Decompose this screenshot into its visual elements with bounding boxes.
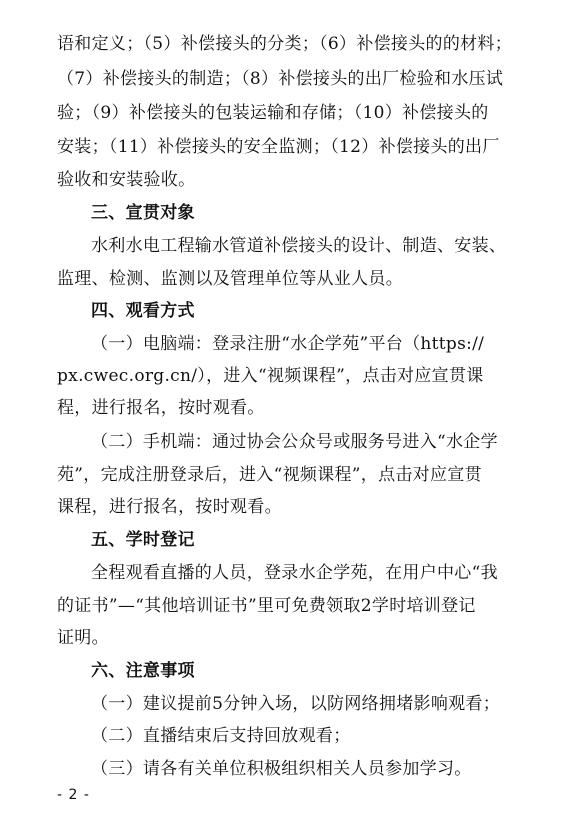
section-heading-notes: 六、注意事项	[91, 661, 195, 681]
body-line: （一）电脑端：登录注册“水企学苑”平台（https://	[91, 334, 485, 354]
body-line: 程，进行报名，按时观看。	[57, 398, 265, 418]
body-line: 水利水电工程输水管道补偿接头的设计、制造、安装、	[91, 236, 507, 256]
body-line: 苑”，完成注册登录后，进入“视频课程”，点击对应宣贯	[57, 465, 482, 485]
section-heading-credit: 五、学时登记	[91, 530, 195, 550]
body-line: 验收和安装验收。	[57, 170, 196, 190]
body-line: 监理、检测、监测以及管理单位等从业人员。	[57, 269, 403, 289]
body-line: 课程，进行报名，按时观看。	[57, 497, 282, 517]
page-number: - 2 -	[57, 787, 90, 803]
section-heading-audience: 三、宣贯对象	[91, 203, 195, 223]
body-line: （7）补偿接头的制造；（8）补偿接头的出厂检验和水压试	[57, 69, 504, 89]
body-line: 语和定义；（5）补偿接头的分类；（6）补偿接头的的材料；	[57, 34, 513, 54]
list-item: （三）请各有关单位积极组织相关人员参加学习。	[91, 759, 472, 779]
body-line: 的证书”—“其他培训证书”里可免费领取2学时培训登记	[57, 596, 476, 616]
list-item: （一）建议提前5分钟入场，以防网络拥堵影响观看；	[91, 694, 501, 714]
body-line: px.cwec.org.cn/），进入“视频课程”，点击对应宣贯课	[57, 366, 484, 386]
body-line: （二）手机端：通过协会公众号或服务号进入“水企学	[91, 432, 498, 452]
body-line: 安装；（11）补偿接头的安全监测；（12）补偿接头的出厂	[57, 137, 500, 157]
body-line: 证明。	[57, 628, 109, 648]
list-item: （二）直播结束后支持回放观看；	[91, 726, 351, 746]
body-line: 全程观看直播的人员，登录水企学苑，在用户中心“我	[91, 563, 498, 583]
section-heading-viewing: 四、观看方式	[91, 301, 195, 321]
body-line: 验；（9）补偿接头的包装运输和存储；（10）补偿接头的	[57, 103, 489, 123]
